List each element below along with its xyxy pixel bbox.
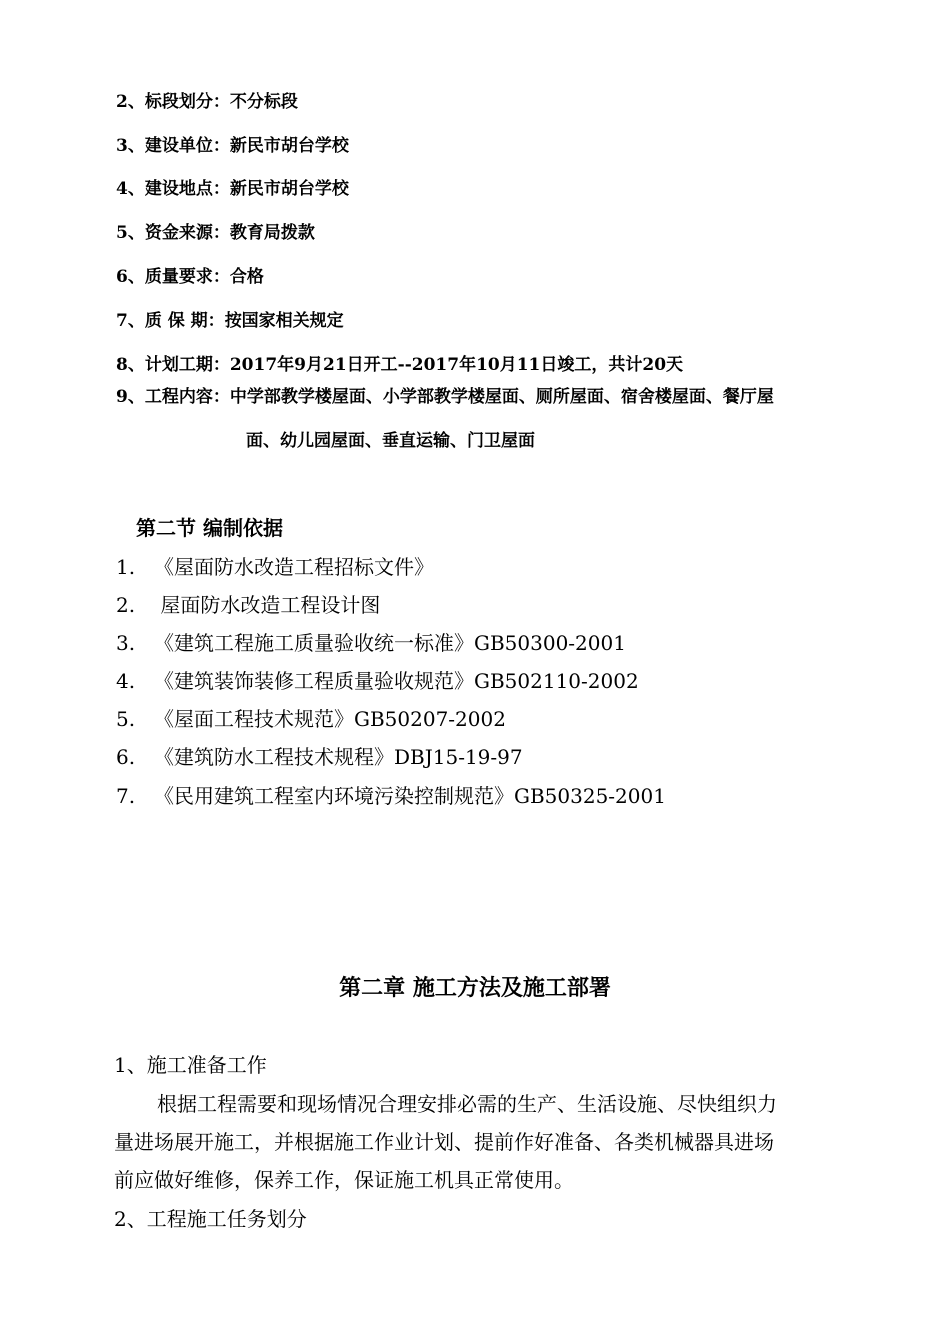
reference-number: 2. bbox=[116, 593, 136, 617]
item-value: 按国家相关规定 bbox=[224, 311, 344, 331]
info-item-scope bbox=[116, 389, 774, 406]
info-item-schedule bbox=[116, 357, 683, 374]
item-value: 教育局拨款 bbox=[229, 223, 315, 243]
item-number: 2、 bbox=[116, 92, 145, 112]
reference-text: 屋面防水改造工程设计图 bbox=[154, 593, 381, 617]
item-label: 计划工期： bbox=[144, 355, 230, 375]
reference-number: 1. bbox=[116, 555, 136, 579]
chapter-title: 第二章 施工方法及施工部署 bbox=[339, 975, 611, 1001]
reference-number: 4. bbox=[116, 669, 136, 693]
item-label: 质量要求： bbox=[144, 267, 230, 287]
reference-item bbox=[116, 671, 639, 691]
section-heading: 第二节 编制依据 bbox=[136, 516, 283, 540]
item-value: 新民市胡台学校 bbox=[229, 136, 349, 156]
item-value: 2017年9月21日开工--2017年10月11日竣工，共计20天 bbox=[229, 355, 684, 375]
item-label: 建设地点： bbox=[144, 179, 230, 199]
reference-text: 《屋面防水改造工程招标文件》 bbox=[154, 555, 434, 579]
reference-item bbox=[116, 709, 506, 729]
item-value: 不分标段 bbox=[229, 92, 298, 112]
reference-item bbox=[116, 557, 434, 577]
info-item-location bbox=[116, 181, 349, 198]
info-item-builder bbox=[116, 138, 349, 155]
info-item-scope-continuation: 面、幼儿园屋面、垂直运输、门卫屋面 bbox=[246, 431, 535, 451]
reference-text: 《建筑装饰装修工程质量验收规范》GB502110-2002 bbox=[154, 669, 639, 693]
item-number: 7、 bbox=[116, 311, 145, 331]
item-number: 3、 bbox=[116, 136, 145, 156]
info-item-funding bbox=[116, 225, 315, 242]
reference-text: 《建筑防水工程技术规程》DBJ15-19-97 bbox=[154, 745, 523, 769]
reference-number: 5. bbox=[116, 707, 136, 731]
reference-item bbox=[116, 633, 626, 653]
reference-item bbox=[116, 595, 380, 615]
item-number: 6、 bbox=[116, 267, 145, 287]
paragraph-line: 前应做好维修，保养工作，保证施工机具正常使用。 bbox=[114, 1168, 574, 1192]
item-label: 质 保 期： bbox=[144, 311, 225, 331]
item-number: 4、 bbox=[116, 179, 145, 199]
paragraph-line: 根据工程需要和现场情况合理安排必需的生产、生活设施、尽快组织力 bbox=[157, 1092, 777, 1116]
info-item-quality bbox=[116, 269, 264, 286]
reference-number: 3. bbox=[116, 631, 136, 655]
item-value: 合格 bbox=[229, 267, 264, 287]
paragraph-line: 量进场展开施工，并根据施工作业计划、提前作好准备、各类机械器具进场 bbox=[114, 1130, 774, 1154]
reference-text: 《建筑工程施工质量验收统一标准》GB50300-2001 bbox=[154, 631, 626, 655]
reference-text: 《民用建筑工程室内环境污染控制规范》GB50325-2001 bbox=[154, 784, 666, 808]
info-item-warranty bbox=[116, 313, 344, 330]
item-number: 8、 bbox=[116, 355, 145, 375]
subsection-heading: 2、工程施工任务划分 bbox=[114, 1207, 307, 1231]
reference-number: 7. bbox=[116, 784, 136, 808]
item-value: 中学部教学楼屋面、小学部教学楼屋面、厕所屋面、宿舍楼屋面、餐厅屋 bbox=[229, 387, 774, 407]
subsection-heading: 1、施工准备工作 bbox=[114, 1053, 267, 1077]
item-label: 建设单位： bbox=[144, 136, 230, 156]
item-label: 工程内容： bbox=[144, 387, 230, 407]
item-number: 9、 bbox=[116, 387, 145, 407]
item-label: 资金来源： bbox=[144, 223, 230, 243]
reference-item bbox=[116, 786, 666, 806]
item-value: 新民市胡台学校 bbox=[229, 179, 349, 199]
reference-text: 《屋面工程技术规范》GB50207-2002 bbox=[154, 707, 506, 731]
item-number: 5、 bbox=[116, 223, 145, 243]
reference-item bbox=[116, 747, 523, 767]
reference-number: 6. bbox=[116, 745, 136, 769]
info-item-bid-section bbox=[116, 94, 298, 111]
item-label: 标段划分： bbox=[144, 92, 230, 112]
